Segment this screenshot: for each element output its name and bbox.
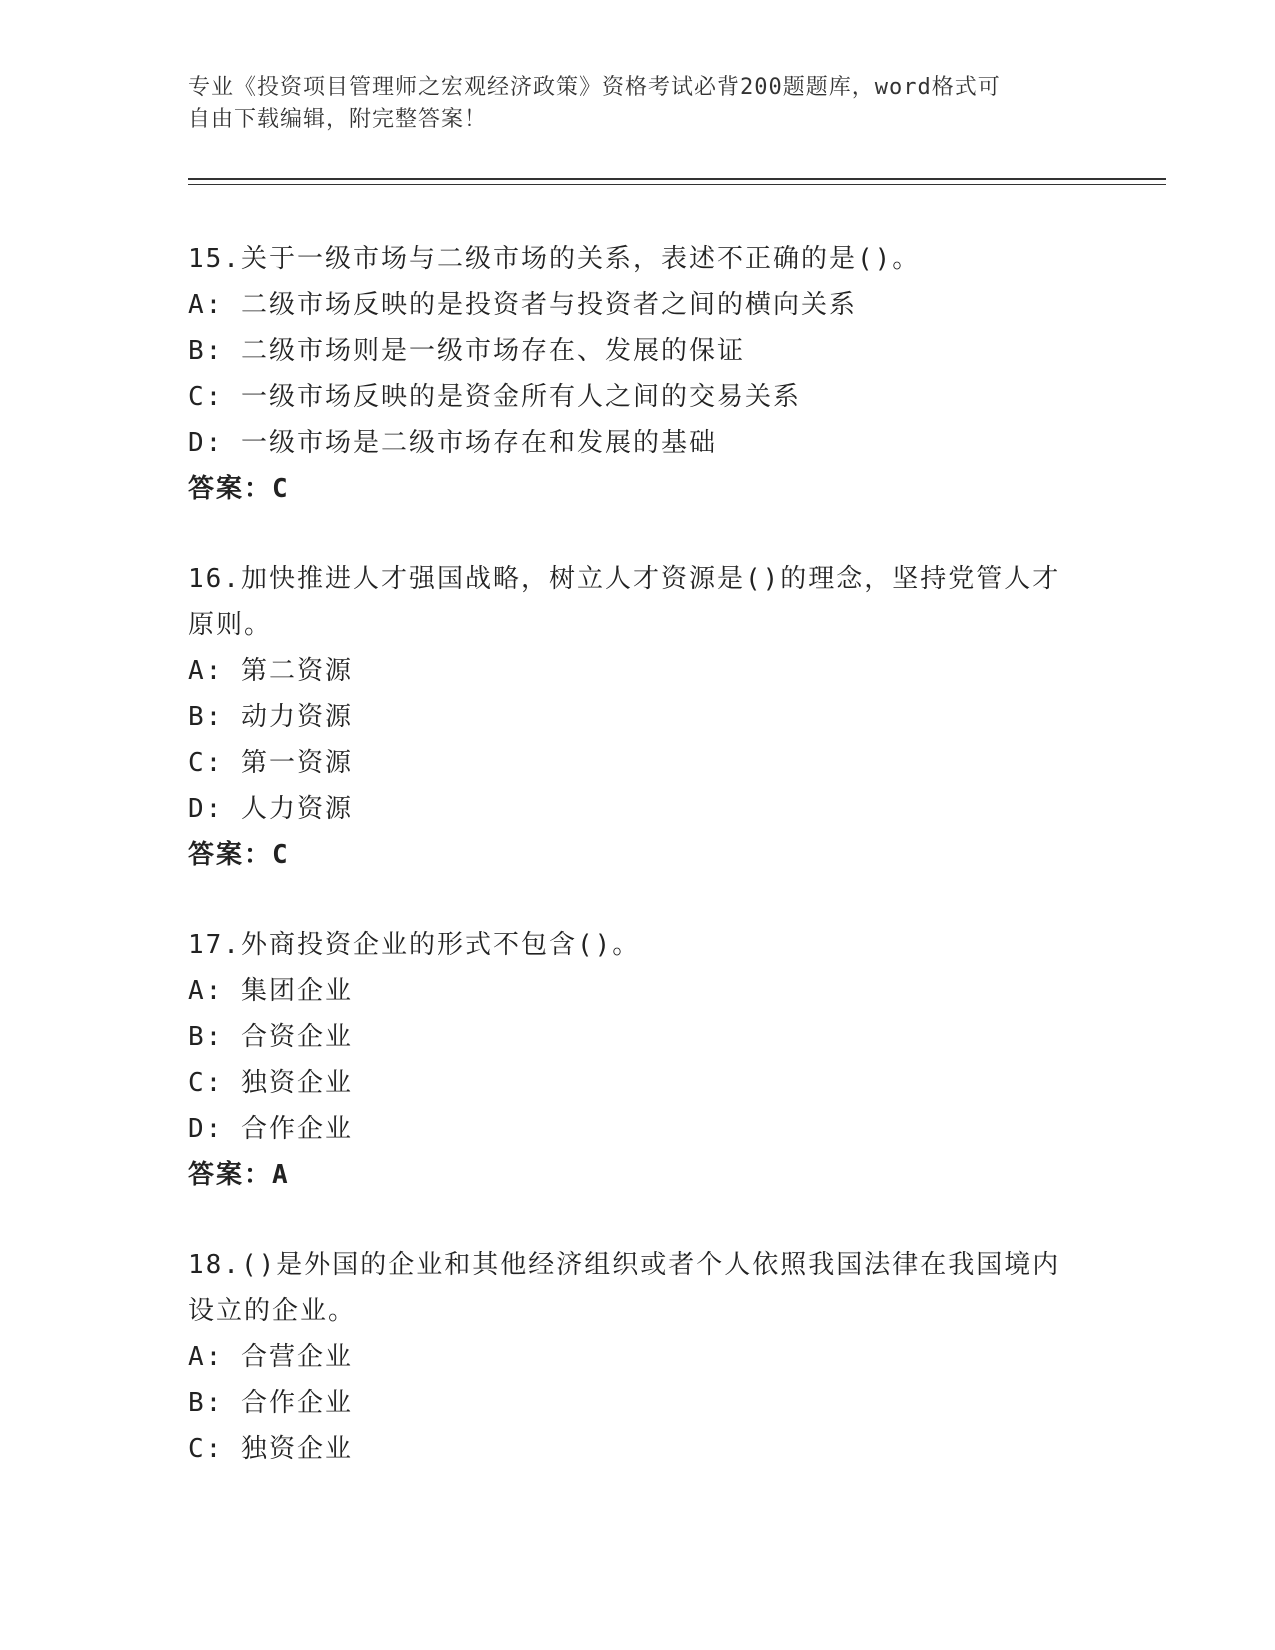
option-b: B: 二级市场则是一级市场存在、发展的保证 — [188, 336, 745, 366]
option-d: D: 人力资源 — [188, 794, 353, 824]
option-c: C: 独资企业 — [188, 1434, 353, 1464]
question-stem: 16.加快推进人才强国战略，树立人才资源是()的理念，坚持党管人才原则。 — [188, 564, 1061, 640]
option-a: A: 合营企业 — [188, 1342, 353, 1372]
header-line-1: 专业《投资项目管理师之宏观经济政策》资格考试必背200题题库，word格式可 — [188, 75, 1001, 100]
option-c: C: 一级市场反映的是资金所有人之间的交易关系 — [188, 382, 801, 412]
header-line-2: 自由下载编辑，附完整答案！ — [188, 107, 488, 132]
question-stem: 18.()是外国的企业和其他经济组织或者个人依照我国法律在我国境内设立的企业。 — [188, 1250, 1061, 1326]
document-header — [188, 72, 1068, 136]
option-b: B: 合作企业 — [188, 1388, 353, 1418]
option-a: A: 集团企业 — [188, 976, 353, 1006]
answer: 答案：C — [188, 474, 290, 504]
option-a: A: 二级市场反映的是投资者与投资者之间的横向关系 — [188, 290, 857, 320]
question-17 — [188, 922, 1088, 1198]
answer: 答案：A — [188, 1160, 290, 1190]
question-18 — [188, 1242, 1088, 1472]
question-list — [188, 236, 1088, 1516]
option-b: B: 动力资源 — [188, 702, 353, 732]
answer: 答案：C — [188, 840, 290, 870]
header-divider-thin — [188, 184, 1166, 185]
option-b: B: 合资企业 — [188, 1022, 353, 1052]
option-c: C: 独资企业 — [188, 1068, 353, 1098]
question-stem: 15.关于一级市场与二级市场的关系，表述不正确的是()。 — [188, 244, 921, 274]
option-d: D: 合作企业 — [188, 1114, 353, 1144]
question-15 — [188, 236, 1088, 512]
option-d: D: 一级市场是二级市场存在和发展的基础 — [188, 428, 717, 458]
question-stem: 17.外商投资企业的形式不包含()。 — [188, 930, 641, 960]
question-16 — [188, 556, 1088, 878]
option-a: A: 第二资源 — [188, 656, 353, 686]
option-c: C: 第一资源 — [188, 748, 353, 778]
header-divider — [188, 178, 1166, 180]
